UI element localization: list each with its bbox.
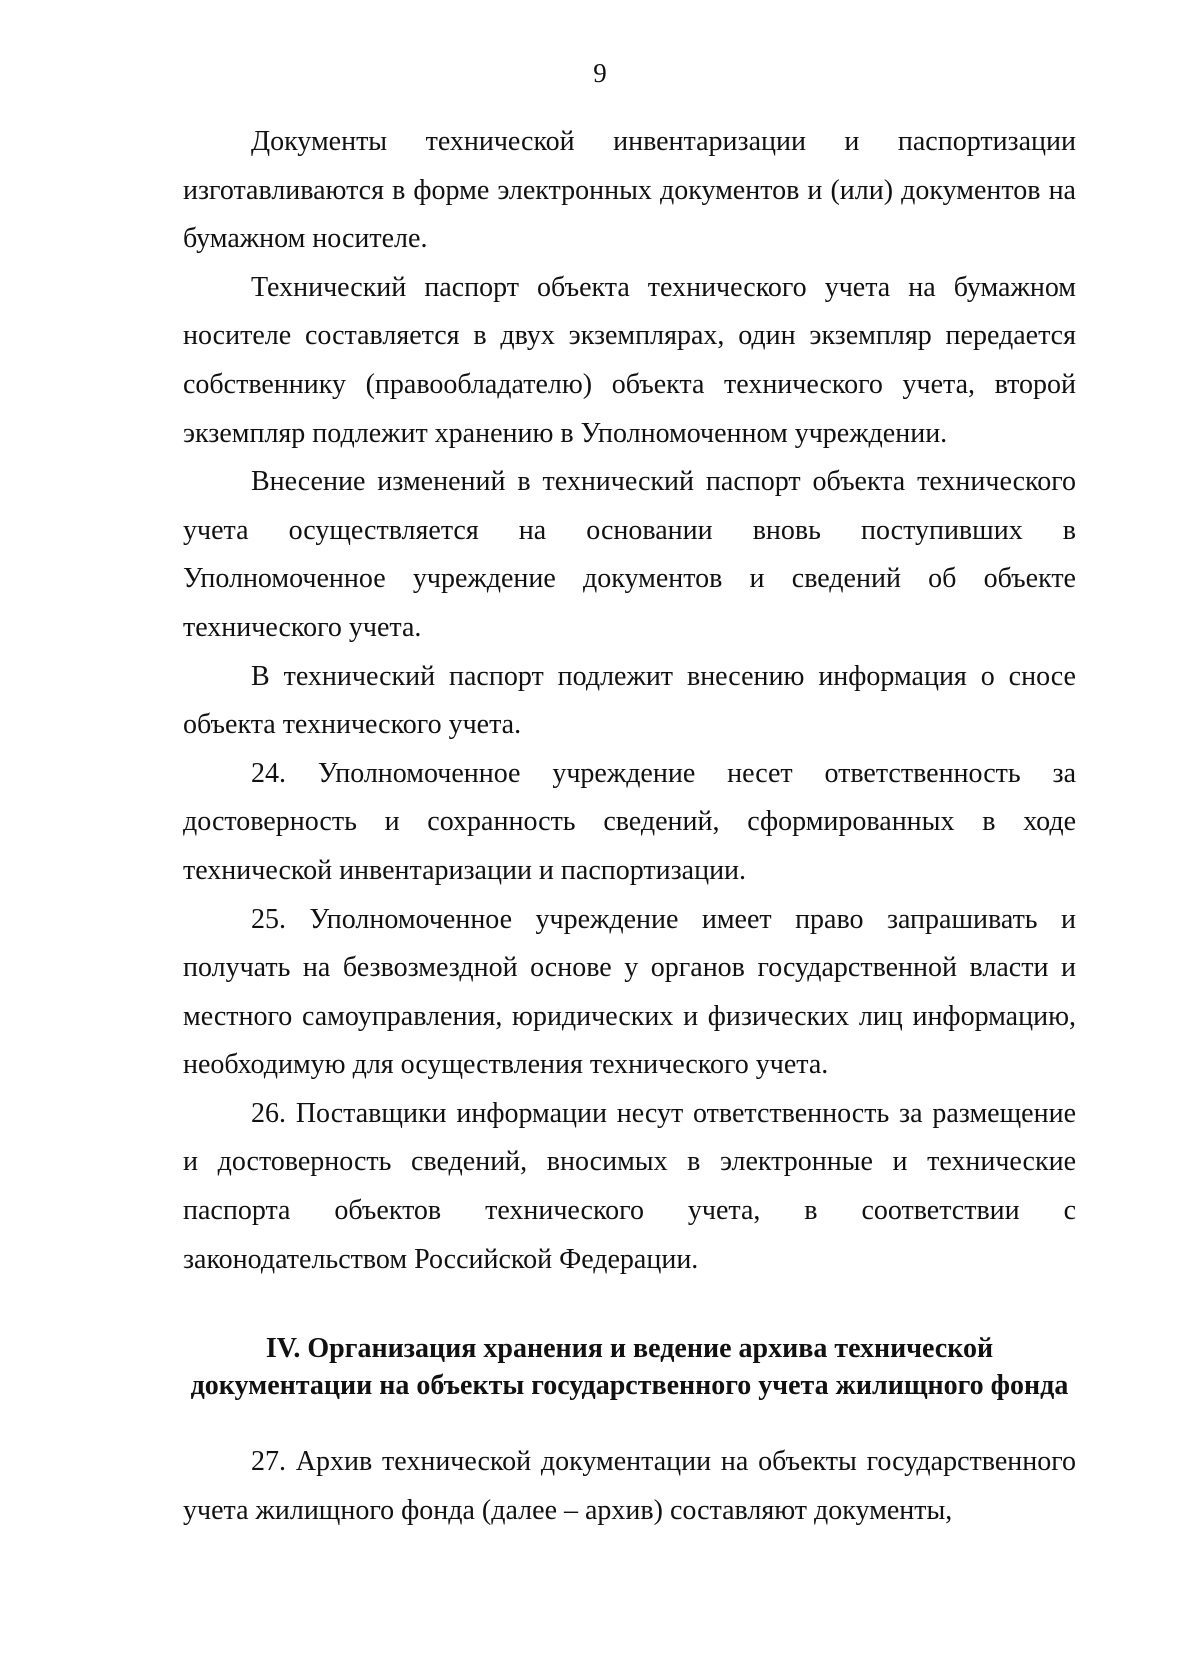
section-heading-line-2: документации на объекты государственного учета жилищного фонда <box>190 1370 1069 1402</box>
section-heading-line-1: IV. Организация хранения и ведение архива технической <box>265 1333 994 1365</box>
paragraph-paper-passport-copies: Технический паспорт объекта технического учета на бумажном носителе составляется в двух экземплярах, один экземпляр передается собственнику (правообладателю) объекта технического учета, второй экземпляр подлежит хранению в Уполномоченном учреждении. <box>183 271 1076 449</box>
paragraph-item-25: 25. Уполномоченное учреждение имеет право запрашивать и получать на безвозмездной основе у органов государственной власти и местного самоуправления, юридических и физических лиц информацию, необходимую для осуществления технического учета. <box>183 903 1076 1081</box>
paragraph-item-27: 27. Архив технической документации на объекты государственного учета жилищного фонда (далее – архив) составляют документы, <box>183 1446 1076 1526</box>
section-heading-iv <box>183 1330 1076 1404</box>
paragraph-passport-changes: Внесение изменений в технический паспорт объекта технического учета осуществляется на основании вновь поступивших в Уполномоченное учреждение документов и сведений об объекте технического учета. <box>183 466 1076 643</box>
paragraph-item-24: 24. Уполномоченное учреждение несет ответственность за достоверность и сохранность сведений, сформированных в ходе технической инвентаризации и паспортизации. <box>183 757 1076 886</box>
page-number: 9 <box>593 58 607 88</box>
document-body <box>183 118 1076 1535</box>
paragraph-demolition-info: В технический паспорт подлежит внесению информация о сносе объекта технического учета. <box>183 660 1076 741</box>
paragraph-documents-format: Документы технической инвентаризации и паспортизации изготавливаются в форме электронных документов и (или) документов на бумажном носителе. <box>183 126 1076 255</box>
paragraph-item-26: 26. Поставщики информации несут ответственность за размещение и достоверность сведений, вносимых в электронные и технические паспорта объектов технического учета, в соответствии с законодательством Российской Федерации. <box>183 1097 1076 1275</box>
